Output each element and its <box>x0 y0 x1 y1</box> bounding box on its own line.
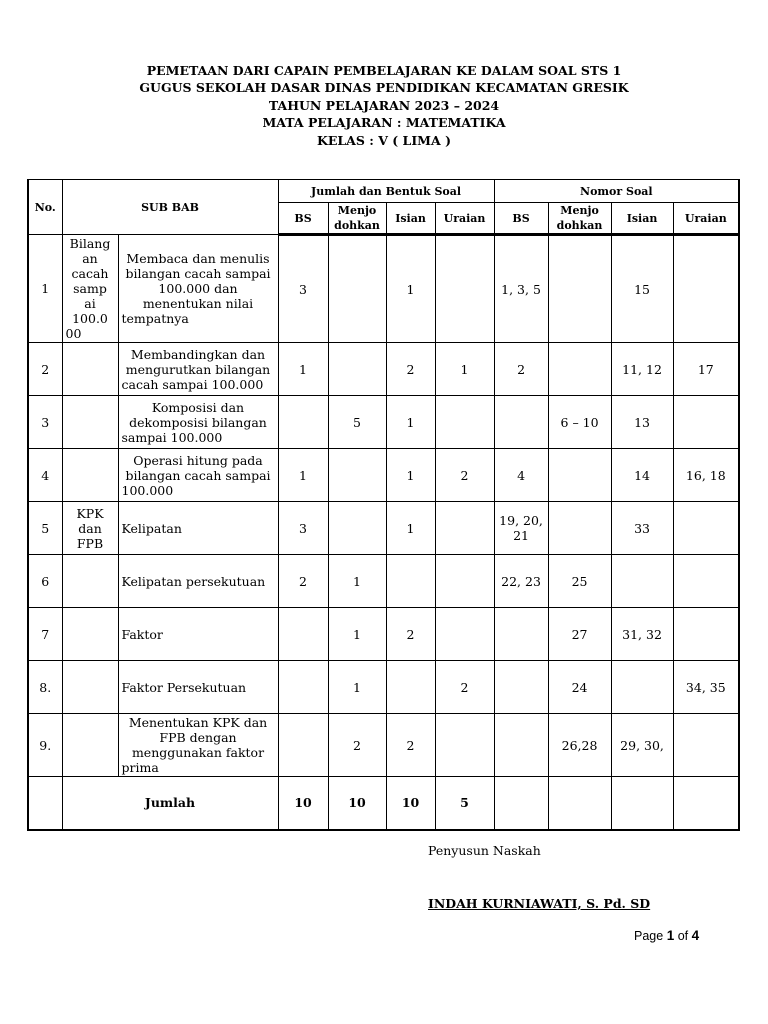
row-no: 7 <box>28 608 62 661</box>
cell-nomor-uraian: 16, 18 <box>673 449 739 502</box>
cell-nomor-menjodohkan: 25 <box>548 555 611 608</box>
cell-menjodohkan: 1 <box>328 608 386 661</box>
header-isian: Isian <box>386 203 435 235</box>
cell-uraian <box>435 235 494 343</box>
total-label: Jumlah <box>62 777 278 830</box>
group-empty-cell <box>62 608 118 661</box>
total-no-cell <box>28 777 62 830</box>
title-line-3: TAHUN PELAJARAN 2023 – 2024 <box>268 97 500 113</box>
row-no: 3 <box>28 396 62 449</box>
cell-nomor-menjodohkan: 6 – 10 <box>548 396 611 449</box>
row-no: 6 <box>28 555 62 608</box>
group-empty-cell <box>62 343 118 396</box>
row-sub-bab: Operasi hitung pada bilangan cacah sampai 100.000 <box>118 449 278 502</box>
cell-isian: 2 <box>386 608 435 661</box>
group-kpk-fpb: KPK dan FPB <box>62 502 118 555</box>
group-empty-cell <box>62 661 118 714</box>
table-row <box>28 555 739 608</box>
cell-isian: 1 <box>386 235 435 343</box>
page-of: of <box>677 929 689 943</box>
cell-bs: 3 <box>278 502 328 555</box>
signature-name: INDAH KURNIAWATI, S. Pd. SD <box>428 896 651 911</box>
mapping-table <box>27 179 740 831</box>
cell-isian <box>386 661 435 714</box>
group-empty-cell <box>62 449 118 502</box>
row-sub-bab: Menentukan KPK dan FPB dengan menggunakan faktor prima <box>118 714 278 777</box>
cell-nomor-isian <box>611 661 673 714</box>
header-no: No. <box>28 180 62 235</box>
cell-nomor-uraian <box>673 714 739 777</box>
table-row <box>28 343 739 396</box>
cell-nomor-menjodohkan <box>548 343 611 396</box>
cell-nomor-bs <box>494 714 548 777</box>
cell-isian: 1 <box>386 502 435 555</box>
cell-nomor-bs: 1, 3, 5 <box>494 235 548 343</box>
cell-isian: 1 <box>386 396 435 449</box>
cell-nomor-isian: 29, 30, <box>611 714 673 777</box>
cell-bs <box>278 608 328 661</box>
title-line-4: MATA PELAJARAN : MATEMATIKA <box>262 115 506 131</box>
table-row <box>28 661 739 714</box>
row-no: 1 <box>28 235 62 343</box>
cell-nomor-uraian: 17 <box>673 343 739 396</box>
cell-nomor-uraian <box>673 235 739 343</box>
cell-uraian <box>435 396 494 449</box>
row-no: 5 <box>28 502 62 555</box>
cell-menjodohkan: 1 <box>328 555 386 608</box>
cell-uraian <box>435 608 494 661</box>
table-row <box>28 235 739 343</box>
page-current: 1 <box>666 928 675 943</box>
cell-nomor-bs: 22, 23 <box>494 555 548 608</box>
cell-bs <box>278 661 328 714</box>
row-no: 4 <box>28 449 62 502</box>
header-nomor-uraian: Uraian <box>673 203 739 235</box>
row-sub-bab: Faktor <box>118 608 278 661</box>
title-line-5: KELAS : V ( LIMA ) <box>317 132 451 148</box>
cell-bs: 2 <box>278 555 328 608</box>
total-bs: 10 <box>278 777 328 830</box>
cell-menjodohkan: 1 <box>328 661 386 714</box>
cell-nomor-isian: 33 <box>611 502 673 555</box>
header-sub-bab: SUB BAB <box>62 180 278 235</box>
cell-nomor-uraian: 34, 35 <box>673 661 739 714</box>
title-line-2: GUGUS SEKOLAH DASAR DINAS PENDIDIKAN KECAMATAN GRESIK <box>139 80 629 96</box>
page-prefix: Page <box>634 929 664 943</box>
cell-menjodohkan <box>328 343 386 396</box>
cell-nomor-isian: 15 <box>611 235 673 343</box>
total-isian: 10 <box>386 777 435 830</box>
cell-nomor-bs <box>494 396 548 449</box>
cell-nomor-menjodohkan <box>548 502 611 555</box>
cell-bs: 1 <box>278 449 328 502</box>
cell-nomor-menjodohkan: 27 <box>548 608 611 661</box>
cell-bs: 1 <box>278 343 328 396</box>
cell-menjodohkan <box>328 502 386 555</box>
cell-nomor-isian: 14 <box>611 449 673 502</box>
cell-bs <box>278 714 328 777</box>
header-nomor-isian: Isian <box>611 203 673 235</box>
total-nomor-menjodohkan <box>548 777 611 830</box>
row-sub-bab: Komposisi dan dekomposisi bilangan sampai 100.000 <box>118 396 278 449</box>
table-row <box>28 714 739 777</box>
cell-nomor-isian <box>611 555 673 608</box>
group-empty-cell <box>62 714 118 777</box>
header-bs: BS <box>278 203 328 235</box>
total-uraian: 5 <box>435 777 494 830</box>
cell-nomor-bs: 4 <box>494 449 548 502</box>
total-nomor-uraian <box>673 777 739 830</box>
row-sub-bab: Kelipatan <box>118 502 278 555</box>
page-indicator <box>634 928 699 943</box>
group-empty-cell <box>62 396 118 449</box>
header-nomor-group: Nomor Soal <box>494 180 739 203</box>
cell-nomor-isian: 31, 32 <box>611 608 673 661</box>
row-sub-bab: Kelipatan persekutuan <box>118 555 278 608</box>
cell-isian: 2 <box>386 343 435 396</box>
header-menjodohkan: Menjo dohkan <box>328 203 386 235</box>
document-title <box>0 62 768 149</box>
cell-uraian <box>435 502 494 555</box>
title-line-1: PEMETAAN DARI CAPAIN PEMBELAJARAN KE DALAM SOAL STS 1 <box>146 63 622 78</box>
cell-nomor-menjodohkan <box>548 235 611 343</box>
row-no: 9. <box>28 714 62 777</box>
page-total: 4 <box>691 928 700 943</box>
cell-nomor-bs: 2 <box>494 343 548 396</box>
table-row <box>28 396 739 449</box>
cell-menjodohkan <box>328 449 386 502</box>
cell-uraian: 1 <box>435 343 494 396</box>
cell-nomor-bs <box>494 661 548 714</box>
cell-menjodohkan <box>328 235 386 343</box>
cell-uraian: 2 <box>435 661 494 714</box>
cell-nomor-menjodohkan: 24 <box>548 661 611 714</box>
cell-nomor-uraian <box>673 608 739 661</box>
cell-isian: 1 <box>386 449 435 502</box>
cell-isian <box>386 555 435 608</box>
cell-nomor-bs <box>494 608 548 661</box>
table-row <box>28 449 739 502</box>
row-sub-bab: Membaca dan menulis bilangan cacah sampai 100.000 dan menentukan nilai tempatnya <box>118 235 278 343</box>
table-row <box>28 502 739 555</box>
row-no: 8. <box>28 661 62 714</box>
header-nomor-menjodohkan: Menjo dohkan <box>548 203 611 235</box>
row-sub-bab: Membandingkan dan mengurutkan bilangan cacah sampai 100.000 <box>118 343 278 396</box>
cell-nomor-menjodohkan: 26,28 <box>548 714 611 777</box>
total-row <box>28 777 739 830</box>
total-menjodohkan: 10 <box>328 777 386 830</box>
cell-bs: 3 <box>278 235 328 343</box>
cell-nomor-uraian <box>673 555 739 608</box>
cell-nomor-menjodohkan <box>548 449 611 502</box>
row-sub-bab: Faktor Persekutuan <box>118 661 278 714</box>
total-nomor-bs <box>494 777 548 830</box>
cell-menjodohkan: 5 <box>328 396 386 449</box>
cell-nomor-isian: 13 <box>611 396 673 449</box>
cell-bs <box>278 396 328 449</box>
header-jumlah-group: Jumlah dan Bentuk Soal <box>278 180 494 203</box>
cell-nomor-uraian <box>673 502 739 555</box>
cell-nomor-uraian <box>673 396 739 449</box>
header-uraian: Uraian <box>435 203 494 235</box>
cell-isian: 2 <box>386 714 435 777</box>
table-header-row <box>28 180 739 203</box>
cell-uraian <box>435 714 494 777</box>
cell-nomor-isian: 11, 12 <box>611 343 673 396</box>
cell-menjodohkan: 2 <box>328 714 386 777</box>
signature-label: Penyusun Naskah <box>428 843 541 858</box>
group-bilangan-cacah: Bilang an cacah samp ai 100.0 00 <box>62 235 118 343</box>
row-no: 2 <box>28 343 62 396</box>
header-nomor-bs: BS <box>494 203 548 235</box>
group-empty-cell <box>62 555 118 608</box>
table-row <box>28 608 739 661</box>
total-nomor-isian <box>611 777 673 830</box>
cell-nomor-bs: 19, 20, 21 <box>494 502 548 555</box>
cell-uraian <box>435 555 494 608</box>
cell-uraian: 2 <box>435 449 494 502</box>
